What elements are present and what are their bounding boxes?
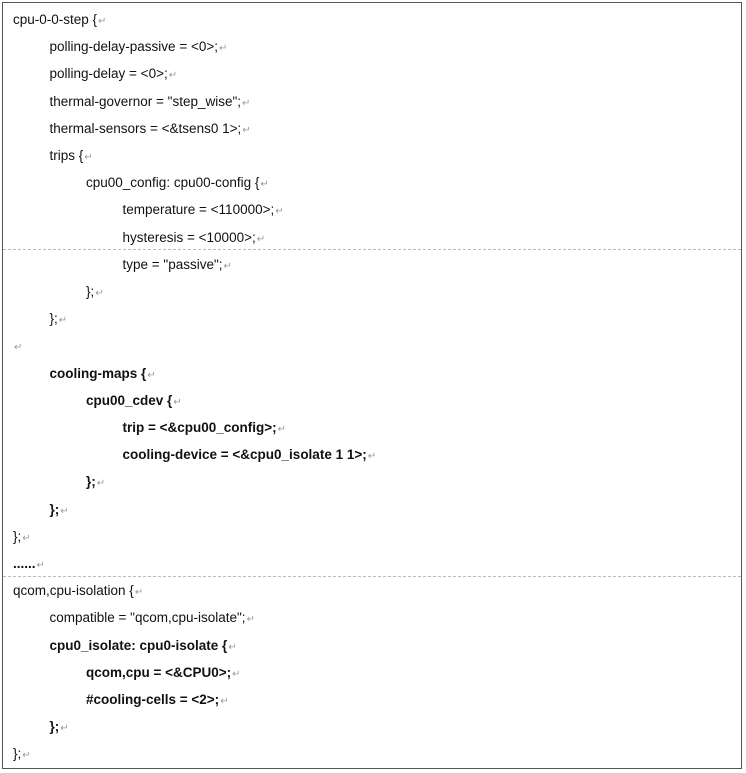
code-line <box>13 332 22 359</box>
code-line <box>123 196 284 223</box>
code-text: trips { <box>49 148 84 163</box>
code-line <box>86 169 269 196</box>
paragraph-mark-icon: ↵ <box>22 532 31 544</box>
code-text: }; <box>13 528 22 544</box>
code-text: cooling-device = <&cpu0_isolate 1 1>; <box>122 447 367 463</box>
paragraph-mark-icon: ↵ <box>256 233 266 245</box>
paragraph-mark-icon: ↵ <box>277 424 287 435</box>
code-text: qcom,cpu = <&CPU0>; <box>86 664 232 680</box>
code-line <box>86 686 229 713</box>
code-line <box>13 523 31 550</box>
code-text: ...... <box>13 556 36 571</box>
code-text: trip = <&cpu00_config>; <box>122 420 277 435</box>
code-document <box>2 2 742 769</box>
code-text: qcom,cpu-isolation { <box>13 583 134 599</box>
paragraph-mark-icon: ↵ <box>36 560 45 571</box>
code-text: }; <box>49 719 60 735</box>
code-line <box>86 387 182 414</box>
code-text: compatible = "qcom,cpu-isolate"; <box>49 610 246 626</box>
code-line <box>50 88 251 115</box>
paragraph-mark-icon: ↵ <box>60 505 69 517</box>
code-text: }; <box>86 284 95 299</box>
code-line <box>86 659 241 686</box>
code-text: #cooling-cells = <2>; <box>86 692 220 707</box>
paragraph-mark-icon: ↵ <box>147 369 156 381</box>
paragraph-mark-icon: ↵ <box>98 16 107 27</box>
code-text: cooling-maps { <box>49 365 147 381</box>
code-line <box>13 577 143 604</box>
code-text: cpu00_cdev { <box>86 392 173 408</box>
paragraph-mark-icon: ↵ <box>58 315 68 327</box>
code-line <box>13 550 45 577</box>
code-line <box>123 414 287 441</box>
code-line <box>50 360 156 387</box>
paragraph-mark-icon: ↵ <box>134 587 144 599</box>
paragraph-mark-icon: ↵ <box>246 614 255 626</box>
code-line <box>86 278 104 305</box>
code-line <box>13 740 31 767</box>
code-text: thermal-governor = "step_wise"; <box>49 93 242 109</box>
code-line <box>123 251 232 278</box>
code-text: }; <box>86 474 96 490</box>
paragraph-mark-icon: ↵ <box>275 206 284 218</box>
code-text: cpu-0-0-step { <box>13 12 98 27</box>
code-text: type = "passive"; <box>122 256 223 272</box>
code-text: hysteresis = <10000>; <box>122 229 256 245</box>
code-text: cpu0_isolate: cpu0-isolate { <box>49 637 228 653</box>
paragraph-mark-icon: ↵ <box>60 723 69 735</box>
paragraph-mark-icon: ↵ <box>220 696 229 707</box>
code-line <box>50 713 69 740</box>
code-line <box>50 115 251 142</box>
paragraph-mark-icon: ↵ <box>168 70 178 82</box>
paragraph-mark-icon: ↵ <box>242 97 251 109</box>
paragraph-mark-icon: ↵ <box>95 288 104 299</box>
code-line <box>86 468 105 495</box>
code-line <box>50 60 178 87</box>
code-text: }; <box>13 746 22 762</box>
code-text: }; <box>49 501 60 517</box>
code-text: }; <box>49 311 58 327</box>
paragraph-mark-icon: ↵ <box>22 750 31 762</box>
code-text: polling-delay-passive = <0>; <box>49 39 218 55</box>
paragraph-mark-icon: ↵ <box>232 668 241 680</box>
paragraph-mark-icon: ↵ <box>84 152 93 163</box>
paragraph-mark-icon: ↵ <box>173 396 182 408</box>
code-text: polling-delay = <0>; <box>49 66 168 82</box>
code-line <box>123 224 266 251</box>
paragraph-mark-icon: ↵ <box>367 451 377 463</box>
code-text: temperature = <110000>; <box>122 202 275 218</box>
paragraph-mark-icon: ↵ <box>96 478 106 490</box>
code-line <box>50 632 237 659</box>
paragraph-mark-icon: ↵ <box>242 124 251 136</box>
paragraph-mark-icon: ↵ <box>223 260 232 272</box>
code-line <box>50 496 69 523</box>
paragraph-mark-icon: ↵ <box>260 179 269 191</box>
paragraph-mark-icon: ↵ <box>218 43 228 55</box>
page-separator <box>3 249 741 250</box>
code-line <box>123 441 377 468</box>
code-line <box>50 33 228 60</box>
code-line <box>50 604 255 631</box>
code-line <box>50 142 93 169</box>
paragraph-mark-icon: ↵ <box>228 641 237 653</box>
code-text: cpu00_config: cpu00-config { <box>86 175 260 191</box>
code-line <box>13 6 106 33</box>
code-line <box>50 305 68 332</box>
paragraph-mark-icon: ↵ <box>14 342 23 354</box>
code-text: thermal-sensors = <&tsens0 1>; <box>49 120 242 136</box>
